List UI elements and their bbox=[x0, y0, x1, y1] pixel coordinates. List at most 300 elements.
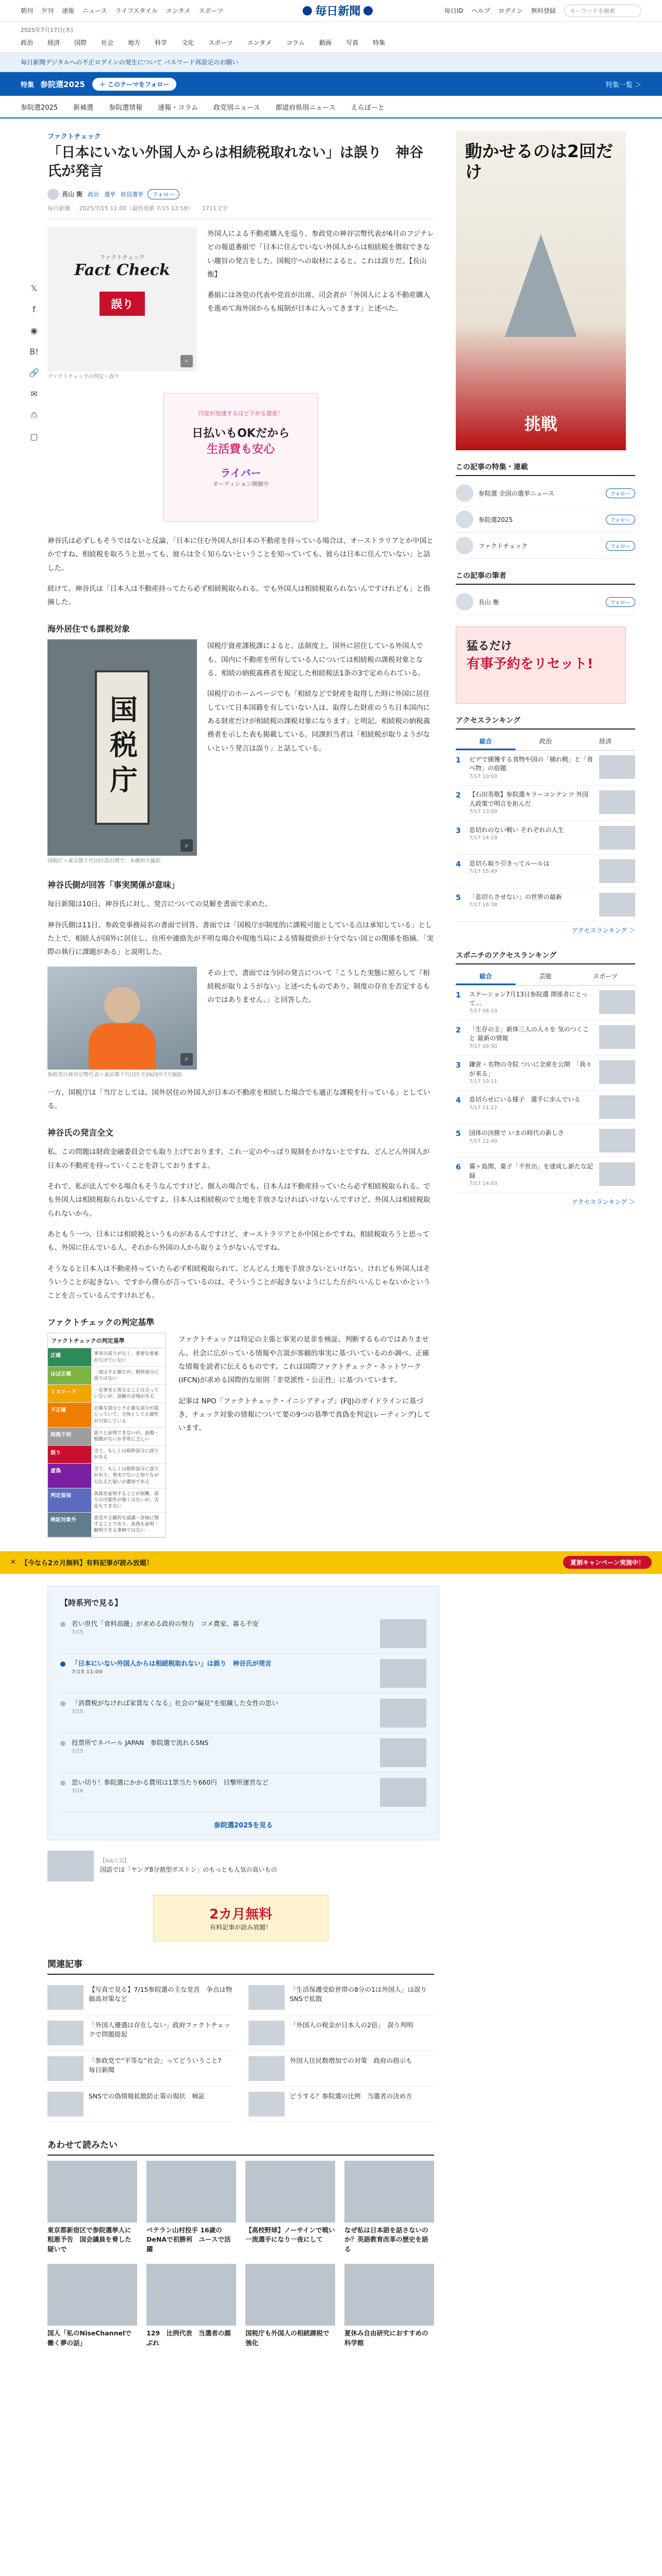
related-item[interactable] bbox=[47, 1980, 233, 2015]
related-title: 「生活保護受給世帯の8分の1は外国人」は誤り SNSで拡散 bbox=[290, 1985, 434, 2003]
factcheck-figure bbox=[47, 227, 197, 381]
ranking-date: 7/17 08:10 bbox=[469, 1008, 498, 1014]
inline-card[interactable] bbox=[47, 1851, 434, 1882]
sidebar-ad-2[interactable] bbox=[456, 626, 626, 704]
paragraph: それで、私が法人でやる場合もそうなんですけど、個人の場合でも、日本人は不動産持っていたら必ず相続税取られる。でも外国人は相続税取られないんですよ。日本人は相続税ので土地を手放さなければいけないんですけど、外国人は相続税取られないから。 bbox=[47, 1182, 431, 1218]
recommend-card[interactable] bbox=[245, 2264, 335, 2348]
section-nav-link[interactable]: えらぼーと bbox=[351, 104, 385, 112]
judge-desc: 正確な部分と不正確な部分が混じっていて、全体として正確性が欠如している bbox=[94, 1406, 159, 1424]
series-item-date: 7/16 bbox=[72, 1788, 84, 1794]
section-nav-link[interactable]: 速報・コラム bbox=[158, 104, 198, 112]
ad-line-4: ライバー bbox=[220, 466, 261, 479]
nta-photo[interactable] bbox=[47, 639, 197, 856]
search-input[interactable]: キーワードを検索 bbox=[564, 5, 641, 17]
recommend-card[interactable] bbox=[47, 2161, 137, 2255]
char-count: 1711文字 bbox=[202, 205, 228, 212]
category-link[interactable]: 科学 bbox=[155, 39, 168, 46]
inline-card-title: 国語では「ヤング8分割型ボストン」のもっとも人気の高いもの bbox=[100, 1866, 277, 1874]
ranking-text bbox=[469, 1162, 594, 1188]
logo-mark-icon bbox=[303, 6, 312, 15]
recommend-title: 東京都新宿区で参院選挙人に粗悪予告 国会議員を脅した疑いで bbox=[47, 2226, 131, 2253]
judge-label: ほぼ正確 bbox=[48, 1367, 91, 1384]
ranking-number: 2 bbox=[456, 1026, 461, 1035]
ranking-thumb bbox=[599, 1129, 635, 1153]
judge-table-title: ファクトチェックの判定基準 bbox=[48, 1333, 166, 1348]
judge-row bbox=[48, 1464, 166, 1488]
follow-author-button[interactable]: フォロー bbox=[606, 597, 636, 607]
related-title: SNSでの偽情報拡散防止策の現状 検証 bbox=[89, 2092, 205, 2100]
series-item[interactable] bbox=[60, 1614, 426, 1654]
paragraph: あともう一つ、日本には相続税というものがあるんですけど、オーストラリアとか中国とかですね、相続税取ろうと思っても、外国に住んでいる人、それから外国の人から取りようがないんですね。 bbox=[47, 1230, 430, 1252]
top-nav-right bbox=[444, 5, 641, 17]
series-item-thumb bbox=[380, 1738, 426, 1767]
follow-item-icon bbox=[456, 511, 473, 528]
judge-desc: 全て、もしくは根幹部分に誤りがあり、事実でないと知りながら伝えた疑いが濃厚である bbox=[94, 1467, 159, 1485]
paragraph: 続けて、神谷氏は「日本人は不動産持ってたら必ず相続税取られる。でも外国人は相続税取られないんですけれども」と指摘した。 bbox=[47, 584, 431, 607]
ranking-number: 1 bbox=[456, 756, 461, 765]
series-item-text bbox=[72, 1778, 374, 1795]
account-links bbox=[444, 6, 564, 15]
related-item[interactable] bbox=[47, 2087, 233, 2122]
category-link[interactable]: 政治 bbox=[21, 39, 34, 46]
author-heading: この記事の筆者 bbox=[456, 570, 635, 585]
feature-title[interactable]: 参院選2025 bbox=[40, 79, 85, 89]
follow-item-name: 参院選 全国の選挙ニュース bbox=[478, 489, 555, 497]
ranking-thumb bbox=[599, 1060, 635, 1084]
section-nav-link[interactable]: 都道府県別ニュース bbox=[275, 104, 336, 112]
ranking-item[interactable] bbox=[456, 786, 635, 821]
judge-label: 根拠不明 bbox=[48, 1428, 91, 1445]
top-nav-link[interactable]: 速報 bbox=[62, 7, 75, 14]
judge-label: 不正確 bbox=[48, 1403, 91, 1427]
follow-theme-button[interactable]: ＋ このテーマをフォロー bbox=[92, 78, 177, 91]
series-more-link[interactable]: 参院選2025を見る bbox=[213, 1821, 273, 1829]
section-nav-link[interactable]: 参院選2025 bbox=[21, 104, 58, 112]
ranking-number: 2 bbox=[456, 791, 461, 800]
series-list bbox=[60, 1614, 426, 1812]
ranking-date: 7/17 14:19 bbox=[469, 835, 498, 841]
series-item[interactable] bbox=[60, 1773, 426, 1812]
nta-text bbox=[207, 639, 434, 762]
related-item[interactable] bbox=[249, 2087, 434, 2122]
ad-figure bbox=[505, 234, 577, 337]
ranking-title: 息切ら取り引きってルールは bbox=[469, 859, 550, 867]
follow-item-icon bbox=[456, 537, 473, 554]
timeline-dot-icon bbox=[60, 1701, 65, 1706]
ranking-number: 3 bbox=[456, 826, 461, 835]
series-item-date: 7/15 bbox=[72, 1709, 84, 1715]
ranking-date: 7/17 13:00 bbox=[469, 809, 498, 815]
copy-link-icon[interactable]: 🔗 bbox=[29, 368, 39, 378]
timeline-dot-icon bbox=[60, 1741, 65, 1746]
ranking-text bbox=[469, 1025, 594, 1050]
author-tag[interactable]: 政局選挙 bbox=[121, 191, 144, 198]
series-item-thumb bbox=[380, 1659, 426, 1688]
facebook-share-icon[interactable]: f bbox=[32, 304, 36, 314]
zoom-icon[interactable]: ⌕ bbox=[180, 839, 193, 852]
hatena-share-icon[interactable]: B! bbox=[29, 347, 39, 357]
ranking-number: 6 bbox=[456, 1163, 461, 1172]
series-item-text bbox=[72, 1738, 374, 1756]
account-link[interactable]: 無料登録 bbox=[531, 7, 556, 14]
paragraph: 国税庁のホームページでも「相続などで財産を取得した時に外国に居住していて日本国籍を有していない人は、取得した財産のうち日本国内にある財産だけが相続税の課税対象になります」と明記。相続税の納税義務者を示した表も掲載している。同課担当者は「相続税が取りようがないという発言は誤り」と話している。 bbox=[207, 690, 430, 753]
series-item-thumb bbox=[380, 1699, 426, 1727]
series-item-title: 投票所でネパール JAPAN 参院選で流れるSNS bbox=[72, 1738, 209, 1747]
recommend-card[interactable] bbox=[344, 2264, 434, 2348]
nta-sign-text: 国税庁 bbox=[105, 695, 139, 801]
promo-strip-left bbox=[10, 1557, 153, 1567]
related-title: 【写真で見る】7/15参院選の主な党首 争点は物価高対策など bbox=[89, 1985, 233, 2003]
ranking-number: 5 bbox=[456, 893, 461, 902]
related-thumb bbox=[249, 2056, 285, 2081]
related-title: 「外国人の税金が日本人の2倍」 誤り判明 bbox=[290, 2021, 413, 2029]
judge-desc: 一部は不正確だが、根幹部分に誤りはない bbox=[94, 1369, 159, 1381]
ranking-item[interactable] bbox=[456, 1091, 635, 1124]
inline-ad-1[interactable] bbox=[163, 393, 318, 522]
ranking-item[interactable] bbox=[456, 1021, 635, 1056]
ranking-text bbox=[469, 1060, 594, 1086]
top-nav-link[interactable]: 夕刊 bbox=[41, 7, 54, 14]
recommend-card[interactable] bbox=[245, 2161, 342, 2255]
ranking-date: 7/17 15:49 bbox=[469, 868, 498, 874]
judge-label: 虚偽 bbox=[48, 1464, 91, 1487]
factcheck-caption: ファクトチェックの判定・誤り bbox=[47, 374, 120, 380]
recommend-card[interactable] bbox=[344, 2161, 434, 2255]
top-nav-link[interactable]: スポーツ bbox=[198, 7, 224, 14]
section-nav-link[interactable]: 政党別ニュース bbox=[213, 104, 260, 112]
zoom-icon[interactable]: ⌕ bbox=[180, 1053, 193, 1065]
ranking-tabs bbox=[456, 734, 635, 751]
ranking-more-link[interactable]: アクセスランキング ＞ bbox=[571, 926, 635, 934]
top-nav-link[interactable]: ライフスタイル bbox=[115, 7, 158, 14]
section-heading: 海外居住でも課税対象 bbox=[47, 624, 130, 634]
publisher: 毎日新聞 bbox=[47, 205, 70, 212]
inline-card-tag: 【Ad/人気】 bbox=[100, 1858, 129, 1865]
ranking-title: 「生存の主」新体三人の人々を 気のつくこと 最新の情報 bbox=[469, 1025, 589, 1042]
ranking-date: 7/17 11:22 bbox=[469, 1105, 498, 1111]
series-item[interactable] bbox=[60, 1654, 426, 1693]
inline-card-text bbox=[100, 1857, 277, 1874]
top-nav-link[interactable]: 朝刊 bbox=[21, 7, 34, 14]
kamiya-block bbox=[47, 967, 434, 1079]
section-nav-link[interactable]: 新補選 bbox=[73, 104, 94, 112]
author-tag[interactable]: 政治 bbox=[88, 191, 100, 198]
related-title: どうする？参院選の比例 当選者の決め方 bbox=[290, 2092, 412, 2100]
series-item-title: 「日本にいない外国人からは相続税取れない」は誤り 神谷氏が発言 bbox=[72, 1659, 272, 1667]
ranking-item[interactable] bbox=[456, 1158, 635, 1193]
ranking-thumb bbox=[599, 859, 635, 883]
paragraph: そうなると日本人は不動産持っていたら必ず相続税取られて、どんどん土地を手放さないといけない。けれども外国人はそういうことが起きない。ですから僕らが言っているのは、そういうことが起きないようにした方がいいんじゃないかということを言っているんですけれども。 bbox=[47, 1264, 431, 1300]
ranking-item[interactable] bbox=[456, 1124, 635, 1158]
promo-strip-button[interactable]: 夏割キャンペーン実施中！ bbox=[563, 1556, 652, 1569]
inline-card-thumb bbox=[47, 1851, 94, 1882]
paragraph: その上で、書面では今回の発言について「こうした実態に照らして『相続税が取りようがない』と述べたものであり、制度の存在を否定するものではありません。」と回答した。 bbox=[207, 969, 430, 1005]
ranking-text bbox=[469, 1095, 594, 1119]
judge-row bbox=[48, 1367, 166, 1385]
ranking-thumb bbox=[599, 1025, 635, 1049]
follow-item[interactable] bbox=[456, 506, 635, 533]
related-thumb bbox=[47, 2021, 84, 2045]
ranking-text bbox=[469, 990, 594, 1015]
lead-text bbox=[207, 227, 434, 323]
judge-desc: 真偽を証明することが困難。誤りの可能性が強くはないが、否定もできない bbox=[94, 1491, 159, 1509]
verdict-badge: 誤り bbox=[100, 292, 145, 316]
nta-figure bbox=[47, 639, 197, 865]
recommend-title: 夏休み自由研究におすすめの科学館 bbox=[344, 2329, 428, 2347]
timeline-dot-icon bbox=[60, 1622, 65, 1627]
author-avatar bbox=[456, 593, 473, 611]
recommend-image bbox=[146, 2264, 236, 2326]
ranking-item[interactable] bbox=[456, 1056, 635, 1091]
ranking-tab[interactable]: 総合 bbox=[456, 734, 516, 750]
ranking-date: 7/17 10:11 bbox=[469, 1078, 498, 1084]
series-item-date: 7/15 bbox=[72, 1630, 84, 1636]
account-link[interactable]: 毎日ID bbox=[444, 7, 464, 14]
intro-paragraph: 外国人による不動産購入を巡り、参政党の神谷宗幣代表が6月のフジテレビの報道番組で「日本に住んでいない外国人からは相続税を徴収できない趣旨の発言をした。国税庁への取材によると、これは誤りだ。【長山衡】 bbox=[207, 229, 434, 279]
ranking-date: 7/17 09:30 bbox=[469, 1043, 498, 1049]
recommend-card[interactable] bbox=[47, 2264, 137, 2348]
judge-label: 判定留保 bbox=[48, 1488, 91, 1512]
recommend-title: なぜ私は日本語を話さないのか？英語教育改革の歴史を語る bbox=[344, 2226, 428, 2253]
ranking-tab[interactable]: 経済 bbox=[599, 738, 611, 745]
follow-item-icon bbox=[456, 484, 473, 502]
factcheck-image[interactable] bbox=[47, 227, 197, 371]
inline-ad-2[interactable] bbox=[153, 1895, 328, 1941]
category-link[interactable]: 文化 bbox=[181, 39, 194, 46]
judge-text bbox=[178, 1333, 434, 1442]
kamiya-caption: 参政党の神谷宗幣代表＝東京都千代田区で2025年7月撮影 bbox=[47, 1072, 183, 1078]
ranking-thumb bbox=[599, 893, 635, 917]
related-item[interactable] bbox=[47, 2015, 233, 2051]
ranking-text bbox=[469, 1129, 594, 1153]
section-nav-link[interactable]: 参院選情報 bbox=[109, 104, 143, 112]
zoom-icon[interactable]: ⌕ bbox=[180, 355, 193, 367]
judge-row bbox=[48, 1513, 166, 1537]
series-item-date: 7/15 bbox=[72, 1749, 84, 1755]
bookmark-icon[interactable]: ▢ bbox=[30, 432, 38, 442]
account-link[interactable]: ログイン bbox=[498, 7, 523, 14]
ranking-title: 「息切らさせない」の世界の最新 bbox=[469, 893, 562, 901]
follow-heading: この記事の特集・連載 bbox=[456, 462, 635, 476]
series-item-text bbox=[72, 1659, 374, 1676]
sponichi-ranking-more-link[interactable]: アクセスランキング ＞ bbox=[571, 1198, 635, 1206]
judge-desc: 意見や主観的な認識・評価に関することであり、真偽を証明・解明できる事柄ではない bbox=[94, 1516, 159, 1534]
feature-list-link[interactable]: 特集一覧 ＞ bbox=[605, 81, 641, 89]
category-link[interactable]: 写真 bbox=[346, 39, 359, 46]
ranking-item[interactable] bbox=[456, 888, 635, 922]
ad-line-3: 生活費も安心 bbox=[206, 443, 275, 456]
recommend-title: ベテラン山村投手 16歳のDeNAで初勝利 ユースで活躍 bbox=[146, 2226, 231, 2253]
author-avatar bbox=[47, 189, 59, 200]
feature-tag: 特集 bbox=[21, 81, 35, 89]
series-item[interactable] bbox=[60, 1733, 426, 1773]
judge-desc: 事実の誤りがなく、重要な要素が欠けていない bbox=[94, 1351, 159, 1363]
kamiya-text bbox=[207, 967, 434, 1014]
nta-caption: 国税庁＝東京都千代田区霞が関で、本橋和夫撮影 bbox=[47, 858, 161, 865]
account-link[interactable]: ヘルプ bbox=[471, 7, 490, 14]
judge-label: ミスリード bbox=[48, 1385, 91, 1402]
paragraph: 神谷氏は必ずしもそうではないと反論、「日本に住む外国人が日本の不動産を持っている場合は、オーストラリアとか中国とかですね、相続税を取ろうと思っても、彼らは全く知らないということを知っていても、彼らは日本に住んでいない」と話した。 bbox=[47, 536, 434, 572]
judge-row bbox=[48, 1348, 166, 1366]
ranking-tab[interactable]: 芸能 bbox=[539, 972, 552, 980]
author-tag[interactable]: 選挙 bbox=[104, 191, 116, 198]
nta-sign bbox=[95, 670, 150, 825]
follow-item-name: 参院選2025 bbox=[478, 516, 513, 523]
follow-author-button[interactable]: フォロー bbox=[147, 189, 179, 199]
section-heading: 神谷氏側が回答「事実関係が意味」 bbox=[47, 880, 180, 890]
ranking-number: 1 bbox=[456, 991, 461, 999]
related-title: 「参政党で“平等な”社会」ってどういうこと? 毎日新聞 bbox=[89, 2056, 228, 2074]
judge-desc: 一見事実と異なることは言っていないが、誤解の余地がある bbox=[94, 1388, 159, 1400]
kamiya-photo[interactable] bbox=[47, 967, 197, 1070]
recommend-heading: あわせて読みたい bbox=[47, 2138, 434, 2156]
ranking-thumb bbox=[599, 1095, 635, 1119]
ranking-text bbox=[469, 859, 594, 883]
category-link[interactable]: スポーツ bbox=[208, 39, 233, 46]
ranking-thumb bbox=[599, 826, 635, 850]
recommend-image bbox=[245, 2264, 335, 2326]
category-link[interactable]: 地方 bbox=[128, 39, 141, 46]
category-link[interactable]: 経済 bbox=[47, 39, 60, 46]
person-silhouette bbox=[104, 987, 140, 1023]
author-name[interactable]: 長山 衡 bbox=[62, 191, 83, 198]
category-link[interactable]: エンタメ bbox=[247, 39, 272, 46]
ad2-line-1: 2カ月無料 bbox=[209, 1906, 273, 1922]
follow-button[interactable]: フォロー bbox=[606, 488, 636, 498]
series-item-thumb bbox=[380, 1619, 426, 1648]
announcement-banner[interactable]: 毎日新聞デジタルへの不正ログインの発生について パスワード再設定のお願い bbox=[0, 53, 662, 72]
author-card[interactable] bbox=[456, 589, 635, 615]
ranking-number: 4 bbox=[456, 1096, 461, 1105]
judge-desc: 全て、もしくは根幹部分に誤りがある bbox=[94, 1448, 159, 1461]
follow-item[interactable] bbox=[456, 533, 635, 559]
top-utility-nav bbox=[0, 0, 662, 22]
section-nav bbox=[0, 96, 662, 118]
x-share-icon[interactable]: 𝕏 bbox=[30, 283, 38, 293]
line-share-icon[interactable]: ◉ bbox=[30, 326, 38, 335]
related-item[interactable] bbox=[47, 2051, 233, 2087]
recommend-card[interactable] bbox=[146, 2264, 236, 2348]
ranking-item[interactable] bbox=[456, 986, 635, 1021]
related-grid bbox=[47, 1980, 434, 2122]
sidebar-ad-headline: 動かせるのは2回だけ bbox=[465, 141, 613, 182]
published-date: 2025/7/15 11:00（最終更新 7/15 13:58） bbox=[79, 205, 193, 212]
ranking-tab[interactable]: スポーツ bbox=[593, 972, 618, 980]
ranking-list bbox=[456, 751, 635, 922]
category-link[interactable]: 国際 bbox=[74, 39, 87, 46]
related-item[interactable] bbox=[249, 1980, 434, 2015]
person-body bbox=[89, 1023, 156, 1070]
ranking-item[interactable] bbox=[456, 821, 635, 855]
recommend-image bbox=[344, 2161, 434, 2223]
category-link[interactable]: 社会 bbox=[101, 39, 114, 46]
top-nav-link[interactable]: エンタメ bbox=[166, 7, 191, 14]
article-kicker[interactable]: ファクトチェック bbox=[47, 133, 101, 141]
ranking-date: 7/17 16:38 bbox=[469, 902, 498, 908]
recommend-title: 129 比例代表 当選者の顔ぶれ bbox=[146, 2329, 231, 2347]
related-thumb bbox=[47, 2092, 84, 2116]
judge-block bbox=[47, 1333, 434, 1537]
related-item[interactable] bbox=[249, 2015, 434, 2051]
sponichi-ranking-heading: スポニチのアクセスランキング bbox=[456, 950, 635, 964]
related-title: 外国人住民数増加での対策 政府の指示も bbox=[290, 2056, 412, 2064]
print-icon[interactable]: ⎙ bbox=[30, 410, 38, 420]
judge-row bbox=[48, 1446, 166, 1464]
sidebar bbox=[444, 131, 635, 2348]
series-item-title: 若い世代「食料高騰」が求める政府の努力 コメ農家、暮る不安 bbox=[72, 1619, 259, 1628]
ranking-item[interactable] bbox=[456, 751, 635, 786]
author-tags bbox=[82, 190, 143, 198]
category-link[interactable]: 動画 bbox=[319, 39, 332, 46]
section-heading: ファクトチェックの判定基準 bbox=[47, 1317, 155, 1328]
site-logo[interactable] bbox=[303, 3, 373, 19]
sponichi-ranking-list bbox=[456, 986, 635, 1193]
related-thumb bbox=[249, 1985, 285, 2010]
ranking-item[interactable] bbox=[456, 855, 635, 888]
series-item-title: 思い切り！参院選にかかる費用は1票当たり660円 目撃所運営など bbox=[72, 1778, 269, 1786]
follow-button[interactable]: フォロー bbox=[606, 541, 636, 551]
related-thumb bbox=[47, 1985, 84, 2010]
kamiya-figure bbox=[47, 967, 197, 1079]
recommend-card[interactable] bbox=[146, 2161, 236, 2255]
ranking-tab[interactable]: 総合 bbox=[456, 969, 516, 985]
judge-label: 検証対象外 bbox=[48, 1513, 91, 1536]
close-icon[interactable]: ✕ bbox=[10, 1558, 16, 1567]
feature-bar bbox=[0, 72, 662, 96]
category-link[interactable]: コラム bbox=[286, 39, 305, 46]
ranking-title: 息切れのない戦い それぞれの人生 bbox=[469, 826, 564, 834]
series-item[interactable] bbox=[60, 1693, 426, 1733]
judge-table[interactable] bbox=[47, 1333, 166, 1537]
related-item[interactable] bbox=[249, 2051, 434, 2087]
mail-share-icon[interactable]: ✉ bbox=[30, 389, 38, 399]
follow-button[interactable]: フォロー bbox=[606, 515, 636, 524]
ranking-number: 4 bbox=[456, 860, 461, 869]
share-rail bbox=[21, 131, 47, 2348]
ranking-number: 5 bbox=[456, 1130, 461, 1139]
paragraph: 神谷氏側は11日、参政党事務局名の書面で回答。書面では「国税庁が制度的に課税可能としている点は承知している」とした上で、相続人が国外に居住し、住所や連絡先が不明な場合や現地当局による情報提供が十分でない国との関係を指摘。「実際の執行に課題がある」と説明した。 bbox=[47, 921, 434, 957]
article-meta bbox=[47, 204, 434, 219]
recommend-image bbox=[47, 2161, 137, 2223]
section-heading: 神谷氏の発言全文 bbox=[47, 1128, 114, 1138]
ranking-number: 3 bbox=[456, 1061, 461, 1070]
top-nav-link[interactable]: ニュース bbox=[82, 7, 107, 14]
paragraph: 毎日新聞は10日、神谷氏に対し、発言についての見解を書面で求めた。 bbox=[47, 900, 272, 909]
author-card-name: 長山 衡 bbox=[478, 598, 499, 606]
paragraph: 一方、国税庁は「当庁としては、国外居住の外国人が日本の不動産を相続した場合でも適正な課税を行っている」としている。 bbox=[47, 1088, 431, 1110]
paragraph: 記事は NPO「ファクトチェック・イニシアティブ」(FIJ)のガイドラインに基づき、チェック対象の情報について要の9つの基準で真偽を判定(レーティング)しています。 bbox=[178, 1397, 431, 1433]
series-timeline bbox=[47, 1586, 439, 1840]
recommend-image bbox=[344, 2264, 434, 2326]
date-line: 2025年7月17日(木) bbox=[21, 27, 73, 33]
recommend-image bbox=[245, 2161, 335, 2223]
judge-label: 正確 bbox=[48, 1348, 91, 1366]
byline bbox=[47, 189, 434, 200]
category-link[interactable]: 特集 bbox=[373, 39, 386, 46]
ranking-text bbox=[469, 893, 594, 917]
judge-desc: 誤りと証明できないが、証拠・根拠がないか非常に乏しい bbox=[94, 1430, 159, 1442]
judge-row bbox=[48, 1385, 166, 1403]
ranking-thumb bbox=[599, 790, 635, 814]
ad2-line-2: 有料記事が読み放題！ bbox=[209, 1923, 272, 1931]
page-body bbox=[0, 118, 662, 2348]
series-item-text bbox=[72, 1699, 374, 1716]
ranking-tab[interactable]: 政治 bbox=[539, 738, 552, 745]
ranking-title: ステーション7月13日参院選 関係者にとって… bbox=[469, 990, 588, 1007]
sidebar-ad[interactable] bbox=[456, 131, 626, 450]
follow-item[interactable] bbox=[456, 480, 635, 506]
promo-strip-text: 【今なら2カ月無料】有料記事が読み放題！ bbox=[21, 1560, 153, 1568]
